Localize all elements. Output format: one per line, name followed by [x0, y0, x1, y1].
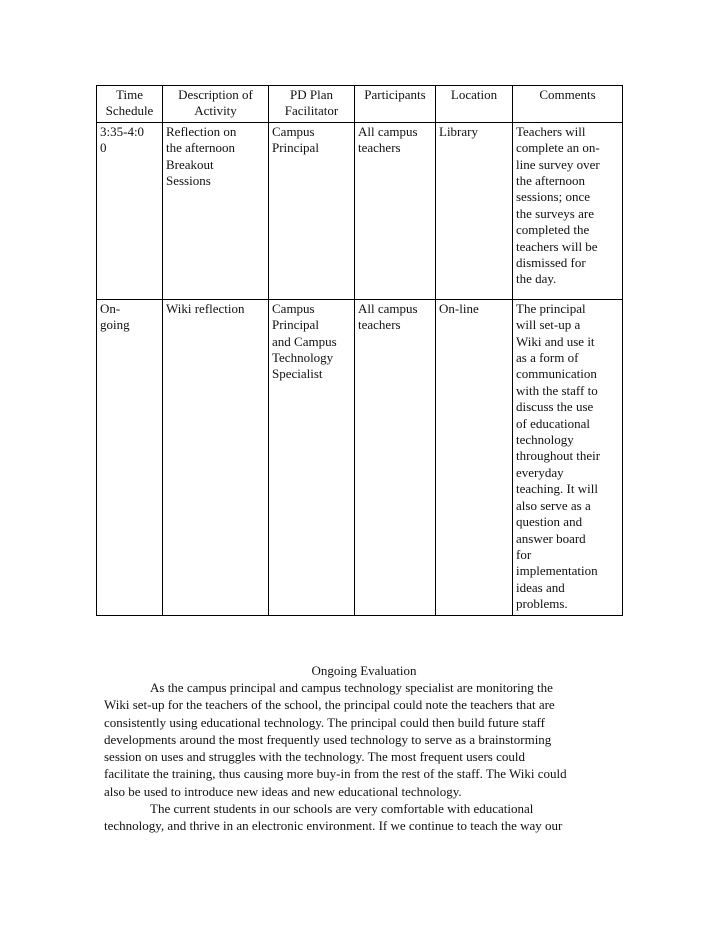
section-title: Ongoing Evaluation	[311, 663, 417, 678]
table-row	[97, 122, 623, 299]
cell-participants: All campus teachers	[355, 299, 436, 615]
cell-facilitator: Campus Principal	[269, 122, 355, 299]
header-description: Description of Activity	[163, 86, 269, 123]
header-facilitator: PD Plan Facilitator	[269, 86, 355, 123]
text-line: consistently using educational technology. The principal could then build future staff	[104, 714, 545, 730]
table-header-row	[97, 86, 623, 123]
cell-description: Wiki reflection	[163, 299, 269, 615]
table-row	[97, 299, 623, 615]
text-line: facilitate the training, thus causing more buy-in from the rest of the staff. The Wiki could	[104, 766, 567, 782]
pd-plan-table	[96, 85, 623, 616]
cell-comments: Teachers will complete an on- line survey over the afternoon sessions; once the surveys are completed the teachers will be dismissed for the day.	[513, 122, 623, 299]
cell-time: On- going	[97, 299, 163, 615]
evaluation-paragraph-2	[104, 800, 624, 835]
cell-description: Reflection on the afternoon Breakout Sessions	[163, 122, 269, 299]
text-line: also be used to introduce new ideas and new educational technology.	[104, 783, 462, 799]
cell-comments: The principal will set-up a Wiki and use it as a form of communication with the staff to discuss the use of educational technology throughout their everyday teaching. It will also serve as a question and answer board for implementation ideas and problems.	[513, 299, 623, 615]
header-time-schedule: Time Schedule	[97, 86, 163, 123]
text-line: Wiki set-up for the teachers of the school, the principal could note the teachers that are	[104, 697, 555, 713]
cell-location: Library	[436, 122, 513, 299]
text-line: The current students in our schools are very comfortable with educational	[150, 801, 534, 817]
header-comments: Comments	[513, 86, 623, 123]
text-line: As the campus principal and campus technology specialist are monitoring the	[150, 680, 553, 695]
header-location: Location	[436, 86, 513, 123]
evaluation-body	[104, 679, 624, 835]
cell-time: 3:35-4:0 0	[97, 122, 163, 299]
cell-participants: All campus teachers	[355, 122, 436, 299]
text-line: developments around the most frequently used technology to serve as a brainstorming	[104, 731, 552, 747]
evaluation-paragraph-1	[104, 679, 624, 800]
cell-facilitator: Campus Principal and Campus Technology Specialist	[269, 299, 355, 615]
cell-location: On-line	[436, 299, 513, 615]
text-line: session on uses and struggles with the technology. The most frequent users could	[104, 749, 525, 765]
text-line: technology, and thrive in an electronic environment. If we continue to teach the way our	[104, 818, 563, 834]
header-participants: Participants	[355, 86, 436, 123]
